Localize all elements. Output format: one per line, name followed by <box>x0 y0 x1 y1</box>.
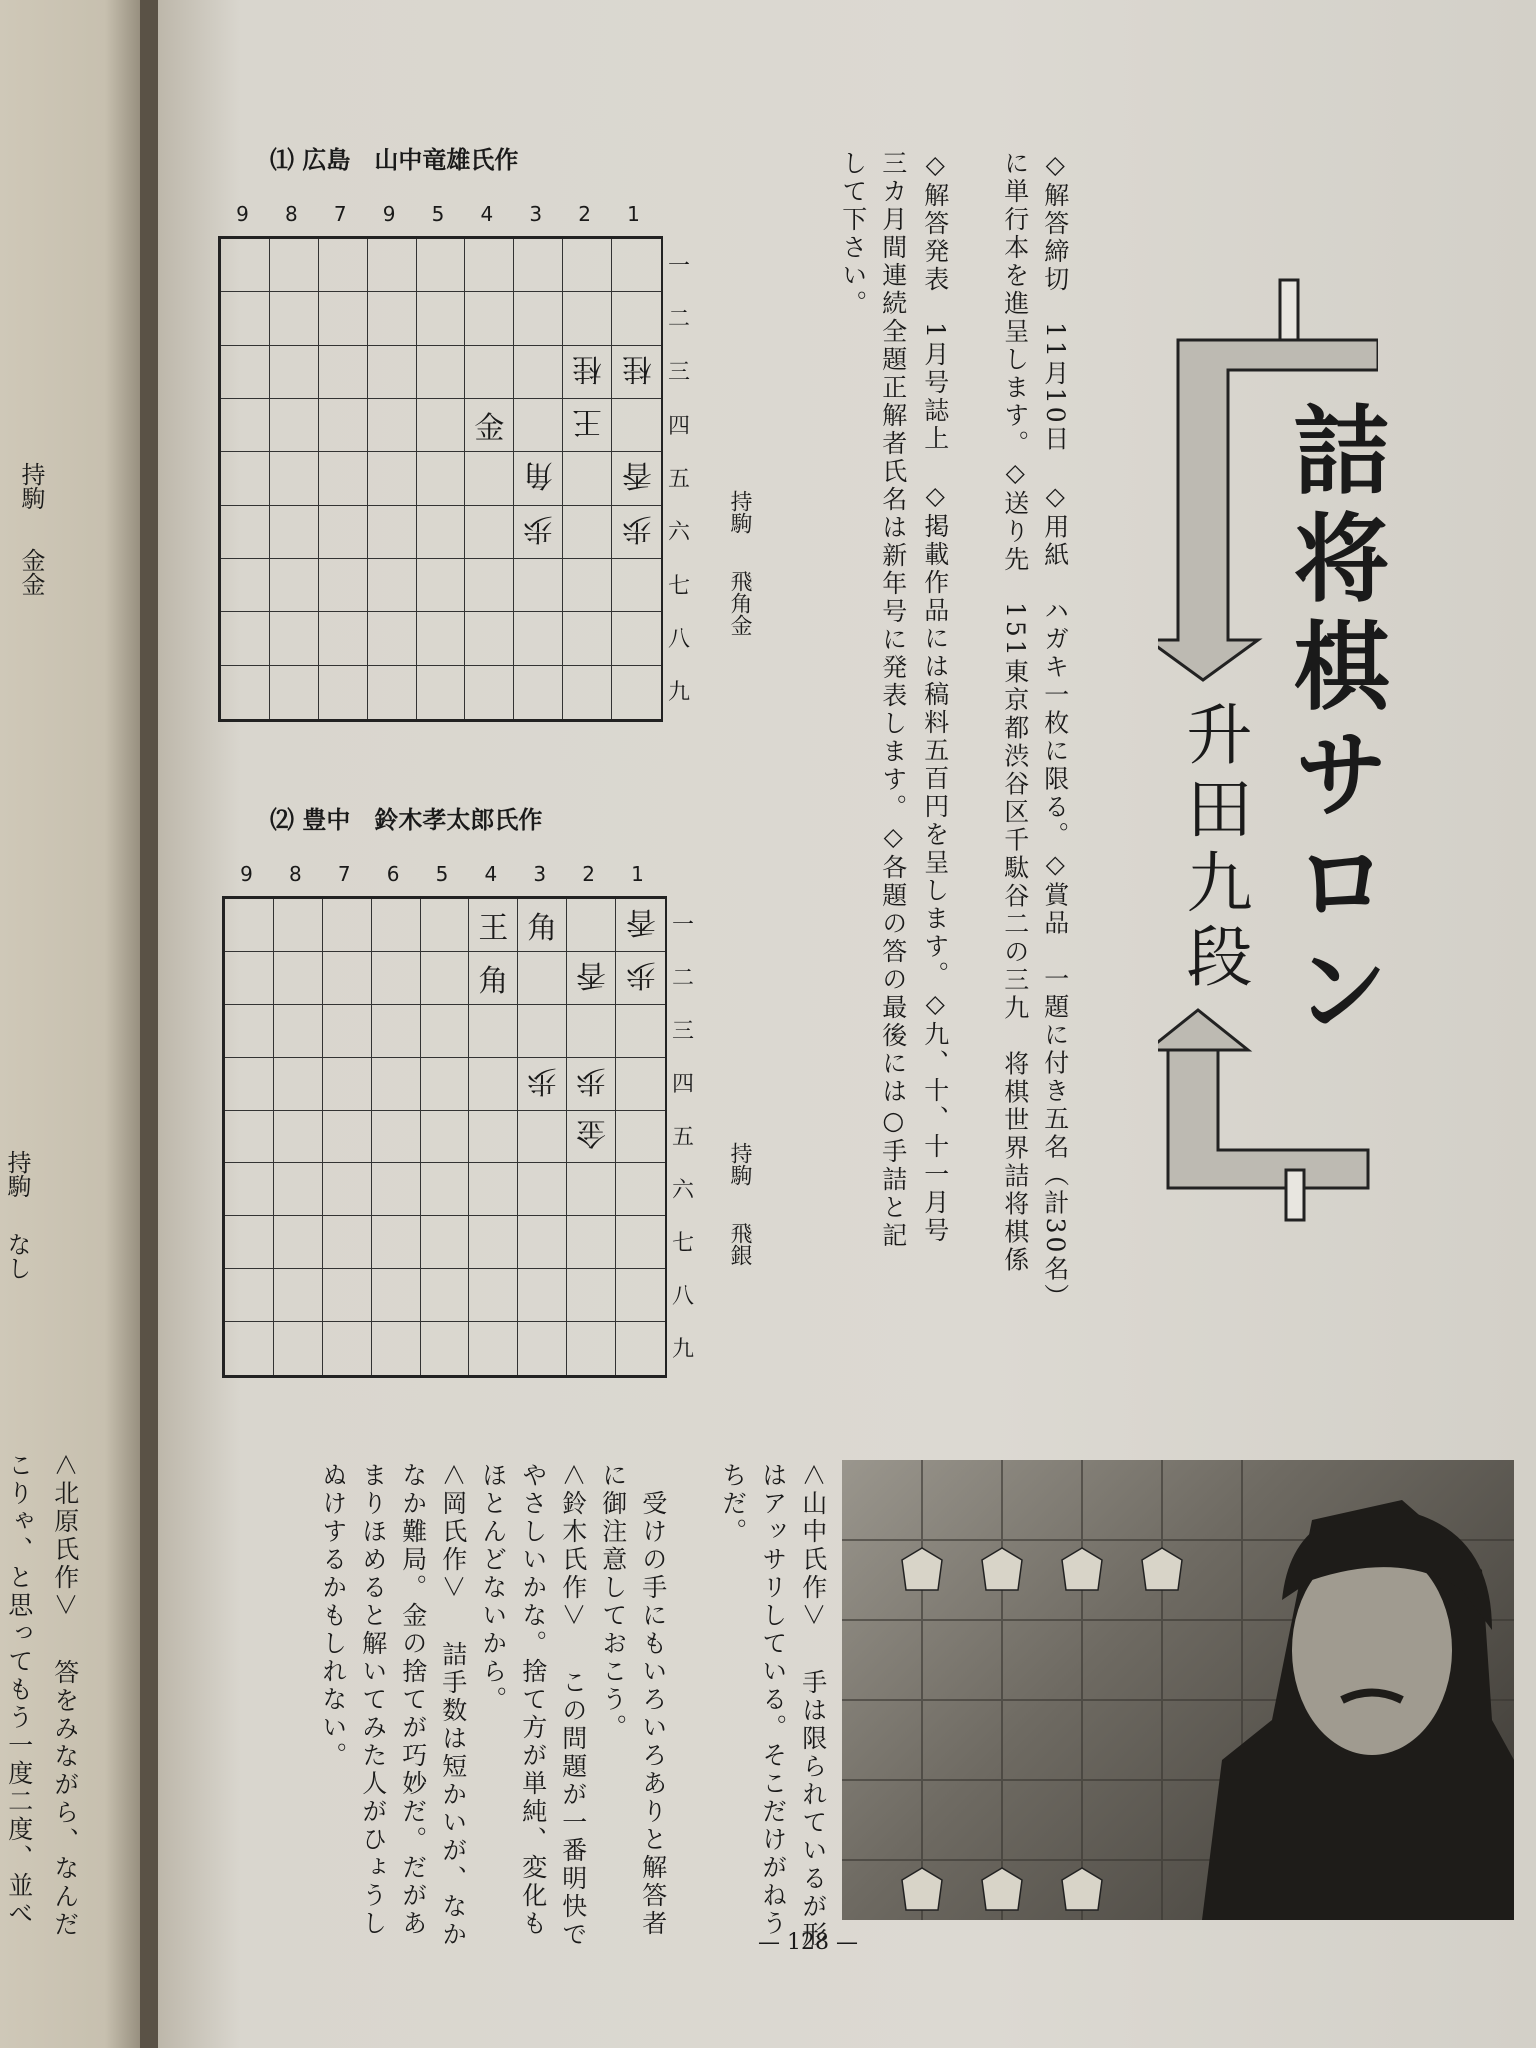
row-number: 五 <box>668 467 691 492</box>
board-square <box>270 292 319 345</box>
board-square <box>221 292 270 345</box>
board-square <box>563 666 612 719</box>
shogi-piece: 歩 <box>523 510 554 546</box>
column-number: 6 <box>386 862 400 886</box>
shogi-piece: 王 <box>478 910 509 946</box>
board-square <box>612 666 661 719</box>
shogi-piece: 金 <box>474 411 505 447</box>
author: 升田九段 <box>1175 700 1252 996</box>
problem2-board <box>222 896 667 1378</box>
board-square <box>469 1269 518 1322</box>
board-square <box>274 1322 323 1375</box>
board-square <box>368 239 417 292</box>
board-square <box>225 899 274 952</box>
board-square <box>323 1111 372 1164</box>
shogi-piece: 角 <box>527 910 558 946</box>
page-number: — 128 — <box>758 1930 858 1955</box>
board-square <box>421 1005 470 1058</box>
left-text-col: こりゃ、と思ってもう一度二度、並べ <box>4 1452 34 1928</box>
shogi-piece: 金 <box>576 1115 607 1151</box>
column-number: 5 <box>435 862 449 886</box>
board-square <box>563 452 612 505</box>
row-number: 九 <box>668 680 691 706</box>
board-square <box>225 1005 274 1058</box>
shogi-piece: 香 <box>625 903 656 939</box>
board-square <box>221 452 270 505</box>
row-number: 三 <box>668 360 691 386</box>
column-number: 2 <box>582 862 596 886</box>
notice-col: ◇解答発表 1月号誌上 ◇掲載作品には稿料五百円を呈します。◇九、十、十一月号 <box>920 150 950 1245</box>
board-square <box>323 1005 372 1058</box>
board-square <box>368 506 417 559</box>
shogi-piece: 桂 <box>621 350 652 386</box>
board-square <box>421 952 470 1005</box>
board-square <box>616 1163 665 1216</box>
board-square <box>563 612 612 665</box>
notice-col: して下さい。 <box>838 150 868 318</box>
page-title: 詰将棋サロン <box>1278 400 1390 1048</box>
board-square <box>372 1111 421 1164</box>
column-number: 9 <box>240 862 253 886</box>
board-square <box>274 899 323 952</box>
board-square <box>319 559 368 612</box>
comment-col: なか難局。金の捨てが巧妙だ。だがあ <box>398 1462 428 1938</box>
notice-col: に単行本を進呈します。◇送り先 151東京都渋谷区千駄谷二の三九 将棋世界詰将棋係 <box>1000 150 1030 1275</box>
board-square <box>274 1163 323 1216</box>
board-square <box>563 292 612 345</box>
board-square <box>225 952 274 1005</box>
column-number: 2 <box>578 202 592 226</box>
board-square <box>372 1163 421 1216</box>
board-square <box>567 952 616 1005</box>
board-square <box>221 559 270 612</box>
comment-col: ＜鈴木氏作＞ この問題が一番明快で <box>558 1462 588 1949</box>
board-square <box>465 666 514 719</box>
column-number: 8 <box>288 862 302 886</box>
left-hand2-pieces: なし <box>3 1232 31 1280</box>
board-square <box>567 1111 616 1164</box>
board-square <box>270 559 319 612</box>
board-square <box>372 1005 421 1058</box>
comment-col: はアッサリしている。そこだけがねう <box>758 1462 788 1938</box>
board-square <box>270 239 319 292</box>
column-number: 7 <box>333 202 347 226</box>
board-square <box>417 612 466 665</box>
column-number: 7 <box>337 862 351 886</box>
board-square <box>319 346 368 399</box>
board-square <box>274 1111 323 1164</box>
comment-col: ＜山中氏作＞ 手は限られているが形 <box>798 1462 828 1949</box>
board-square <box>368 292 417 345</box>
board-square <box>323 1322 372 1375</box>
comment-col: ほとんどないから。 <box>478 1462 508 1714</box>
board-square <box>518 899 567 952</box>
left-page <box>0 0 150 2048</box>
row-number: 九 <box>672 1336 695 1362</box>
board-square <box>469 1216 518 1269</box>
board-square <box>616 1322 665 1375</box>
board-square <box>221 506 270 559</box>
comment-col: ＜岡氏作＞ 詰手数は短かいが、なか <box>438 1462 468 1949</box>
board-square <box>368 612 417 665</box>
column-number: 1 <box>631 862 644 886</box>
board-square <box>567 899 616 952</box>
board-square <box>616 1216 665 1269</box>
problem2-caption: ⑵ 豊中 鈴木孝太郎氏作 <box>270 805 543 834</box>
board-square <box>372 1269 421 1322</box>
shogi-piece: 歩 <box>576 1062 607 1098</box>
board-square <box>518 1322 567 1375</box>
board-square <box>221 666 270 719</box>
board-square <box>612 612 661 665</box>
board-square <box>469 1163 518 1216</box>
board-square <box>225 1058 274 1111</box>
shogi-piece: 王 <box>572 404 603 440</box>
shogi-piece: 角 <box>523 457 554 493</box>
comment-col: に御注意しておこう。 <box>598 1462 628 1742</box>
board-square <box>567 1269 616 1322</box>
board-square <box>514 666 563 719</box>
column-number: 9 <box>236 202 249 226</box>
board-square <box>514 239 563 292</box>
board-square <box>421 1216 470 1269</box>
board-square <box>465 346 514 399</box>
board-square <box>567 1005 616 1058</box>
board-square <box>518 1005 567 1058</box>
shogi-piece: 歩 <box>527 1062 558 1098</box>
board-square <box>319 292 368 345</box>
board-square <box>465 612 514 665</box>
board-square <box>372 899 421 952</box>
left-text-col: ＜北原氏作＞ 答をみながら、なんだ <box>50 1452 80 1939</box>
notice-col: 三カ月間連続全題正解者氏名は新年号に発表します。◇各題の答の最後には○手詰と記 <box>878 150 908 1250</box>
column-number: 3 <box>533 862 547 886</box>
board-square <box>469 1111 518 1164</box>
row-number: 四 <box>668 413 691 439</box>
board-square <box>421 1111 470 1164</box>
board-square <box>417 666 466 719</box>
comment-col: 受けの手にもいろいろありと解答者 <box>638 1462 668 1938</box>
board-square <box>421 899 470 952</box>
board-square <box>567 1058 616 1111</box>
board-square <box>270 666 319 719</box>
board-square <box>221 346 270 399</box>
board-square <box>465 506 514 559</box>
board-square <box>514 506 563 559</box>
portrait-photo <box>842 1460 1514 1920</box>
board-square <box>274 1058 323 1111</box>
problem2-hand-pieces: 飛銀 <box>727 1222 752 1266</box>
board-square <box>225 1269 274 1322</box>
board-square <box>368 452 417 505</box>
board-square <box>469 1058 518 1111</box>
board-square <box>417 559 466 612</box>
board-square <box>469 899 518 952</box>
board-square <box>417 399 466 452</box>
board-square <box>417 346 466 399</box>
board-square <box>417 292 466 345</box>
board-square <box>319 399 368 452</box>
column-number: 9 <box>382 202 396 226</box>
board-square <box>518 952 567 1005</box>
board-square <box>469 952 518 1005</box>
board-square <box>465 292 514 345</box>
notice-col: ◇解答締切 11月10日 ◇用紙 ハガキ一枚に限る。◇賞品 一題に付き五名（計30名） <box>1040 150 1070 1312</box>
board-square <box>465 399 514 452</box>
left-hand1-pieces: 金金 <box>17 548 45 596</box>
left-hand2-label: 持駒 <box>3 1150 31 1198</box>
board-square <box>616 1058 665 1111</box>
board-square <box>221 239 270 292</box>
board-square <box>270 506 319 559</box>
column-number: 1 <box>627 202 640 226</box>
board-square <box>421 1163 470 1216</box>
board-square <box>518 1269 567 1322</box>
board-square <box>274 952 323 1005</box>
board-square <box>612 452 661 505</box>
board-square <box>612 506 661 559</box>
board-square <box>323 899 372 952</box>
row-number: 一 <box>668 253 691 279</box>
board-square <box>567 1163 616 1216</box>
board-square <box>372 1322 421 1375</box>
board-square <box>274 1216 323 1269</box>
photo-shogi-board-and-person <box>842 1460 1514 1920</box>
board-square <box>323 1216 372 1269</box>
problem1-hand-label: 持駒 <box>727 490 752 534</box>
board-square <box>514 399 563 452</box>
comment-col: ちだ。 <box>718 1462 748 1546</box>
board-square <box>567 1216 616 1269</box>
board-square <box>612 292 661 345</box>
board-square <box>368 559 417 612</box>
shogi-piece: 歩 <box>621 510 652 546</box>
board-square <box>514 452 563 505</box>
board-square <box>563 239 612 292</box>
board-square <box>417 506 466 559</box>
board-square <box>616 952 665 1005</box>
board-square <box>518 1111 567 1164</box>
board-square <box>465 452 514 505</box>
problem1-caption: ⑴ 広島 山中竜雄氏作 <box>270 145 519 174</box>
row-number: 七 <box>672 1230 695 1256</box>
board-square <box>616 1111 665 1164</box>
comment-col: やさしいかな。捨て方が単純、変化も <box>518 1462 548 1938</box>
board-square <box>616 1269 665 1322</box>
row-number: 八 <box>672 1283 695 1309</box>
board-square <box>323 1269 372 1322</box>
row-number: 五 <box>672 1125 695 1150</box>
board-square <box>612 399 661 452</box>
board-square <box>514 612 563 665</box>
board-square <box>372 952 421 1005</box>
board-square <box>518 1163 567 1216</box>
board-square <box>319 452 368 505</box>
board-square <box>514 346 563 399</box>
board-square <box>514 559 563 612</box>
shogi-piece: 歩 <box>625 956 656 992</box>
board-square <box>567 1322 616 1375</box>
board-square <box>225 1322 274 1375</box>
shogi-piece: 香 <box>621 457 652 493</box>
row-number: 二 <box>672 966 695 992</box>
shogi-piece: 香 <box>576 956 607 992</box>
page <box>158 0 1536 2048</box>
board-square <box>323 1163 372 1216</box>
board-square <box>368 666 417 719</box>
board-square <box>274 1005 323 1058</box>
board-square <box>225 1111 274 1164</box>
board-square <box>417 239 466 292</box>
problem1-board <box>218 236 663 722</box>
board-square <box>421 1058 470 1111</box>
board-square <box>421 1269 470 1322</box>
board-square <box>469 1005 518 1058</box>
column-number: 3 <box>529 202 543 226</box>
board-square <box>225 1216 274 1269</box>
board-square <box>225 1163 274 1216</box>
board-square <box>319 612 368 665</box>
board-square <box>319 506 368 559</box>
board-square <box>612 346 661 399</box>
board-square <box>323 952 372 1005</box>
problem2-hand-label: 持駒 <box>727 1142 752 1186</box>
comment-col: まりほめると解いてみた人がひょうし <box>358 1462 388 1938</box>
board-square <box>518 1058 567 1111</box>
board-square <box>319 666 368 719</box>
row-number: 六 <box>672 1177 695 1203</box>
comment-col: ぬけするかもしれない。 <box>318 1462 348 1770</box>
board-square <box>368 399 417 452</box>
board-square <box>319 239 368 292</box>
left-hand1-label: 持駒 <box>17 462 45 510</box>
row-number: 六 <box>668 520 691 546</box>
board-square <box>514 292 563 345</box>
column-number: 5 <box>431 202 445 226</box>
board-square <box>372 1216 421 1269</box>
board-square <box>469 1322 518 1375</box>
board-square <box>270 346 319 399</box>
row-number: 三 <box>672 1019 695 1045</box>
row-number: 一 <box>672 913 695 939</box>
shogi-piece: 角 <box>478 963 509 999</box>
board-square <box>270 612 319 665</box>
board-square <box>421 1322 470 1375</box>
board-square <box>616 899 665 952</box>
board-square <box>221 399 270 452</box>
board-square <box>274 1269 323 1322</box>
board-square <box>465 239 514 292</box>
board-square <box>612 239 661 292</box>
shogi-piece: 桂 <box>572 350 603 386</box>
board-square <box>616 1005 665 1058</box>
board-square <box>563 506 612 559</box>
board-square <box>563 346 612 399</box>
row-number: 四 <box>672 1072 695 1098</box>
board-square <box>270 452 319 505</box>
row-number: 二 <box>668 307 691 332</box>
problem1-hand-pieces: 飛角金 <box>727 570 752 636</box>
board-square <box>368 346 417 399</box>
column-number: 8 <box>284 202 298 226</box>
column-number: 4 <box>484 862 498 886</box>
board-square <box>221 612 270 665</box>
board-square <box>612 559 661 612</box>
board-square <box>563 559 612 612</box>
row-number: 八 <box>668 627 691 652</box>
board-square <box>372 1058 421 1111</box>
board-square <box>323 1058 372 1111</box>
row-number: 七 <box>668 573 691 599</box>
board-square <box>563 399 612 452</box>
board-square <box>270 399 319 452</box>
board-square <box>465 559 514 612</box>
board-square <box>417 452 466 505</box>
column-number: 4 <box>480 202 494 226</box>
board-square <box>518 1216 567 1269</box>
